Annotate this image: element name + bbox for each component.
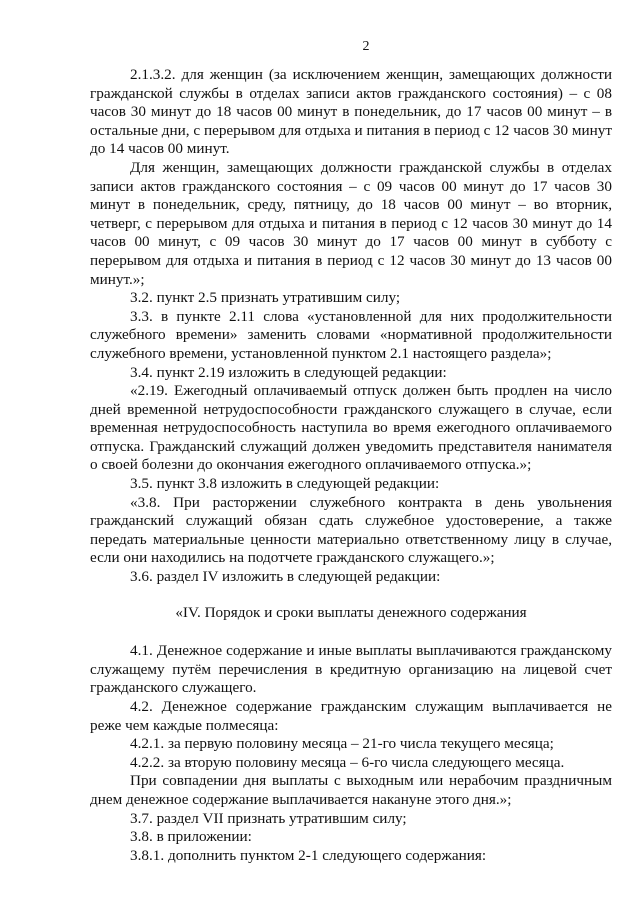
paragraph-3-7: 3.7. раздел VII признать утратившим силу; [130,809,407,827]
paragraph-holiday-payment: При совпадении дня выплаты с выходным или нерабочим праздничным днем денежное содержание выплачивается накануне этого дня.»; [90,772,612,808]
paragraph-2-1-3-2: 2.1.3.2. для женщин (за исключением женщин, замещающих должности гражданской службы в отделах записи актов гражданского состояния) – с 08 часов 30 минут до 18 часов 00 минут в понедельник, до 17 часов 00 минут – в остальные дни, с перерывом для отдыха и питания в период с 12 часов 30 минут до 14 часов 00 минут. [90,66,612,158]
paragraph-4-1: 4.1. Денежное содержание и иные выплаты выплачиваются гражданскому служащему путём перечисления в кредитную организацию на лицевой счет гражданского служащего. [90,642,612,697]
paragraph-3-6: 3.6. раздел IV изложить в следующей редакции: [130,568,441,586]
paragraph-4-2-1: 4.2.1. за первую половину месяца – 21-го числа текущего месяца; [130,735,554,753]
paragraph-3-8-quote: «3.8. При расторжении служебного контракта в день увольнения гражданский служащий обязан сдать служебное удостоверение, а также передать материальные ценности материально ответственному лицу в случае, если они находились на подотчете гражданского служащего.»; [90,493,612,567]
paragraph-3-8: 3.8. в приложении: [130,828,252,846]
section-title: «IV. Порядок и сроки выплаты денежного содержания [175,603,527,621]
paragraph-women-registry-offices: Для женщин, замещающих должности гражданской службы в отделах записи актов гражданского состояния – с 09 часов 00 минут до 17 часов 30 минут в понедельник, среду, пятницу, до 18 часов 00 минут – во вторник, четверг, с перерывом для отдыха и питания в период с 12 часов 30 минут до 14 часов 00 минут, с 09 часов 30 минут до 17 часов 00 минут в субботу с перерывом для отдыха и питания в период с 12 часов 30 минут до 13 часов 00 минут.»; [90,158,612,288]
page-number: 2 [362,39,370,54]
paragraph-2-19: «2.19. Ежегодный оплачиваемый отпуск должен быть продлен на число дней временной нетрудоспособности гражданского служащего в случае, если временная нетрудоспособность наступила во время ежегодного оплачиваемого отпуска. Гражданский служащий должен уведомить представителя нанимателя о своей болезни до окончания ежегодного оплачиваемого отпуска.»; [90,382,612,474]
paragraph-4-2-2: 4.2.2. за вторую половину месяца – 6-го числа следующего месяца. [130,753,565,771]
paragraph-3-3: 3.3. в пункте 2.11 слова «установленной для них продолжительности служебного времени» заменить словами «нормативной продолжительности служебного времени, установленной пунктом 2.1 настоящего раздела»; [90,307,612,362]
paragraph-3-2: 3.2. пункт 2.5 признать утратившим силу; [130,289,401,307]
paragraph-3-5: 3.5. пункт 3.8 изложить в следующей редакции: [130,475,440,493]
paragraph-3-4: 3.4. пункт 2.19 изложить в следующей редакции: [130,363,447,381]
paragraph-3-8-1: 3.8.1. дополнить пунктом 2-1 следующего содержания: [130,846,487,864]
paragraph-4-2: 4.2. Денежное содержание гражданским служащим выплачивается не реже чем каждые полмесяца: [90,698,612,734]
